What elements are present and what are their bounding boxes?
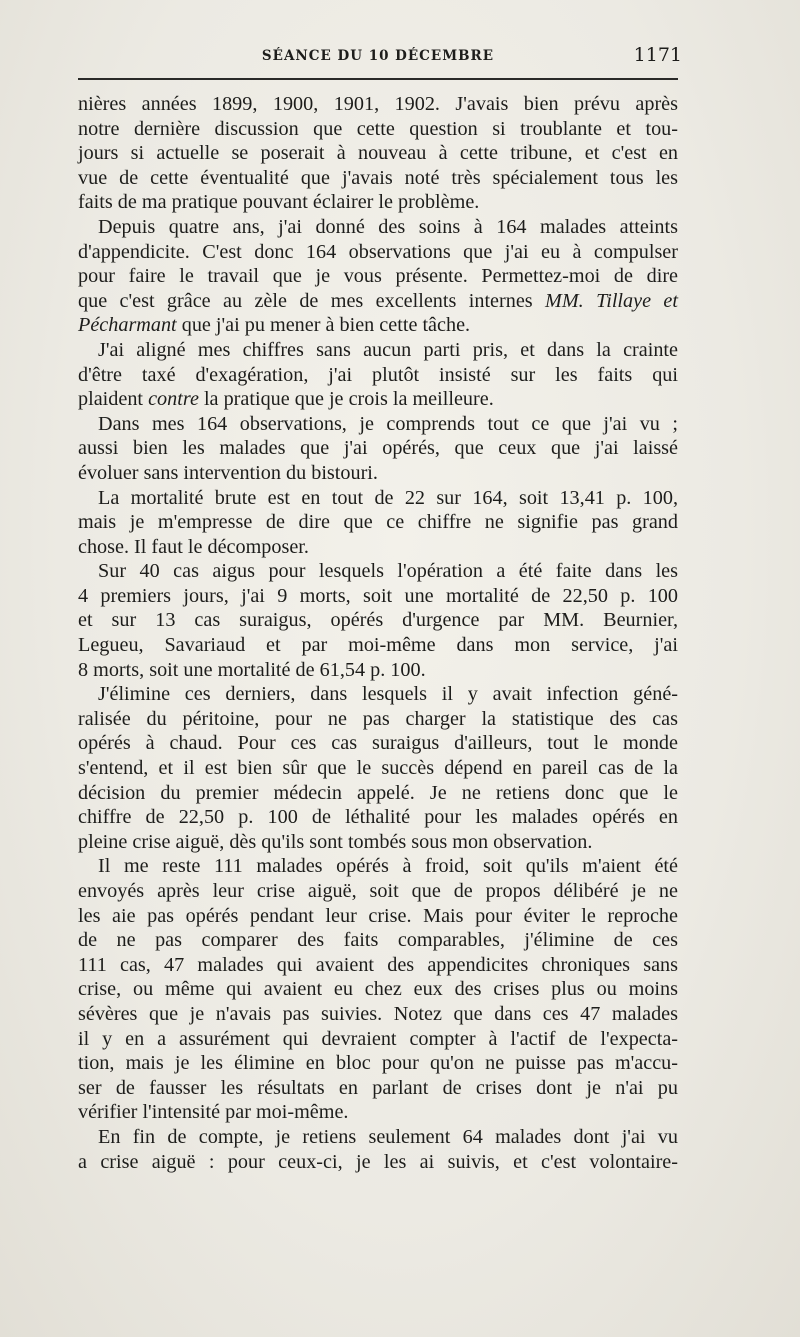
text-line: pour faire le travail que je vous présente. Permettez-moi de dire [78, 265, 678, 288]
text-line: vue de cette éventualité que j'avais noté très spécialement tous les [78, 166, 678, 189]
text-line: pleine crise aiguë, dès qu'ils sont tombés sous mon observation. [78, 830, 593, 853]
text-line: J'élimine ces derniers, dans lesquels il y avait infection géné- [98, 683, 678, 706]
text-line: plaident contre la pratique que je crois la meilleure. [78, 388, 494, 411]
text-line: vérifier l'intensité par moi-même. [78, 1101, 349, 1124]
text-line: chose. Il faut le décomposer. [78, 535, 309, 558]
text-line: sévères que je n'avais pas suivies. Notez que dans ces 47 malades [78, 1002, 678, 1025]
text-line: faits de ma pratique pouvant éclairer le problème. [78, 191, 480, 214]
text-line: Pécharmant que j'ai pu mener à bien cette tâche. [78, 314, 471, 337]
text-line: Depuis quatre ans, j'ai donné des soins à 164 malades atteints [98, 215, 678, 238]
text-line: s'entend, et il est bien sûr que le succès dépend en pareil cas de la [78, 757, 678, 780]
text-line: mais je m'empresse de dire que ce chiffre ne signifie pas grand [78, 511, 678, 534]
text-line: En fin de compte, je retiens seulement 64 malades dont j'ai vu [98, 1125, 678, 1148]
page-number: 1171 [633, 44, 682, 66]
text-line: et sur 13 cas suraigus, opérés d'urgence par MM. Beurnier, [78, 609, 678, 632]
text-line: ralisée du péritoine, pour ne pas charger la statistique des cas [78, 707, 678, 730]
text-line: nières années 1899, 1900, 1901, 1902. J'avais bien prévu après [78, 93, 678, 115]
text-line: ser de fausser les résultats en parlant de crises dont je n'ai pu [78, 1076, 678, 1099]
text-line: d'appendicite. C'est donc 164 observations que j'ai eu à compulser [78, 240, 678, 263]
text-line: de ne pas comparer des faits comparables, j'élimine de ces [78, 929, 678, 952]
text-line: opérés à chaud. Pour ces cas suraigus d'ailleurs, tout le monde [78, 732, 678, 755]
text-line: d'être taxé d'exagération, j'ai plutôt insisté sur les faits qui [78, 363, 678, 386]
text-line: crise, ou même qui avaient eu chez eux des crises plus ou moins [78, 978, 678, 1001]
running-head: SÉANCE DU 10 DÉCEMBRE [261, 48, 495, 64]
text-line: il y en a assurément qui devraient compter à l'actif de l'expecta- [78, 1027, 678, 1050]
text-line: notre dernière discussion que cette question si troublante et tou- [78, 117, 678, 140]
text-line: J'ai aligné mes chiffres sans aucun parti pris, et dans la crainte [98, 338, 678, 361]
text-line: Il me reste 111 malades opérés à froid, soit qu'ils m'aient été [98, 855, 678, 878]
header-rule [78, 78, 678, 80]
intern-name: Pécharmant [78, 314, 177, 337]
text-line: tion, mais je les élimine en bloc pour qu'on ne puisse pas m'accu- [78, 1052, 678, 1075]
text-line: a crise aiguë : pour ceux-ci, je les ai suivis, et c'est volontaire- [78, 1150, 678, 1173]
text-line: jours si actuelle se poserait à nouveau à cette tribune, et c'est en [78, 142, 678, 165]
interns-names: MM. Tillaye et [545, 289, 678, 312]
text-line: évoluer sans intervention du bistouri. [78, 461, 378, 484]
text-line: chiffre de 22,50 p. 100 de léthalité pour les malades opérés en [78, 806, 678, 829]
text-line: Dans mes 164 observations, je comprends tout ce que j'ai vu ; [98, 412, 678, 435]
text-line: envoyés après leur crise aiguë, soit que de propos délibéré je ne [78, 880, 678, 902]
text-line: 4 premiers jours, j'ai 9 morts, soit une mortalité de 22,50 p. 100 [78, 584, 678, 607]
text-line: 8 morts, soit une mortalité de 61,54 p. 100. [78, 658, 426, 681]
body-text [78, 92, 678, 1174]
text-line: décision du premier médecin appelé. Je ne retiens donc que le [78, 781, 678, 804]
text-line: Legueu, Savariaud et par moi-même dans mon service, j'ai [78, 634, 678, 657]
emphasis-contre: contre [148, 388, 199, 411]
text-line: les aie pas opérés pendant leur crise. Mais pour éviter le reproche [78, 904, 678, 927]
text-line: que c'est grâce au zèle de mes excellents internes MM. Tillaye et [78, 289, 678, 312]
text-line: aussi bien les malades que j'ai opérés, que ceux que j'ai laissé [78, 437, 678, 460]
text-line: Sur 40 cas aigus pour lesquels l'opération a été faite dans les [98, 560, 678, 583]
text-line: 111 cas, 47 malades qui avaient des appendicites chroniques sans [78, 953, 678, 976]
text-line: La mortalité brute est en tout de 22 sur 164, soit 13,41 p. 100, [98, 486, 678, 509]
page-header [78, 44, 682, 72]
